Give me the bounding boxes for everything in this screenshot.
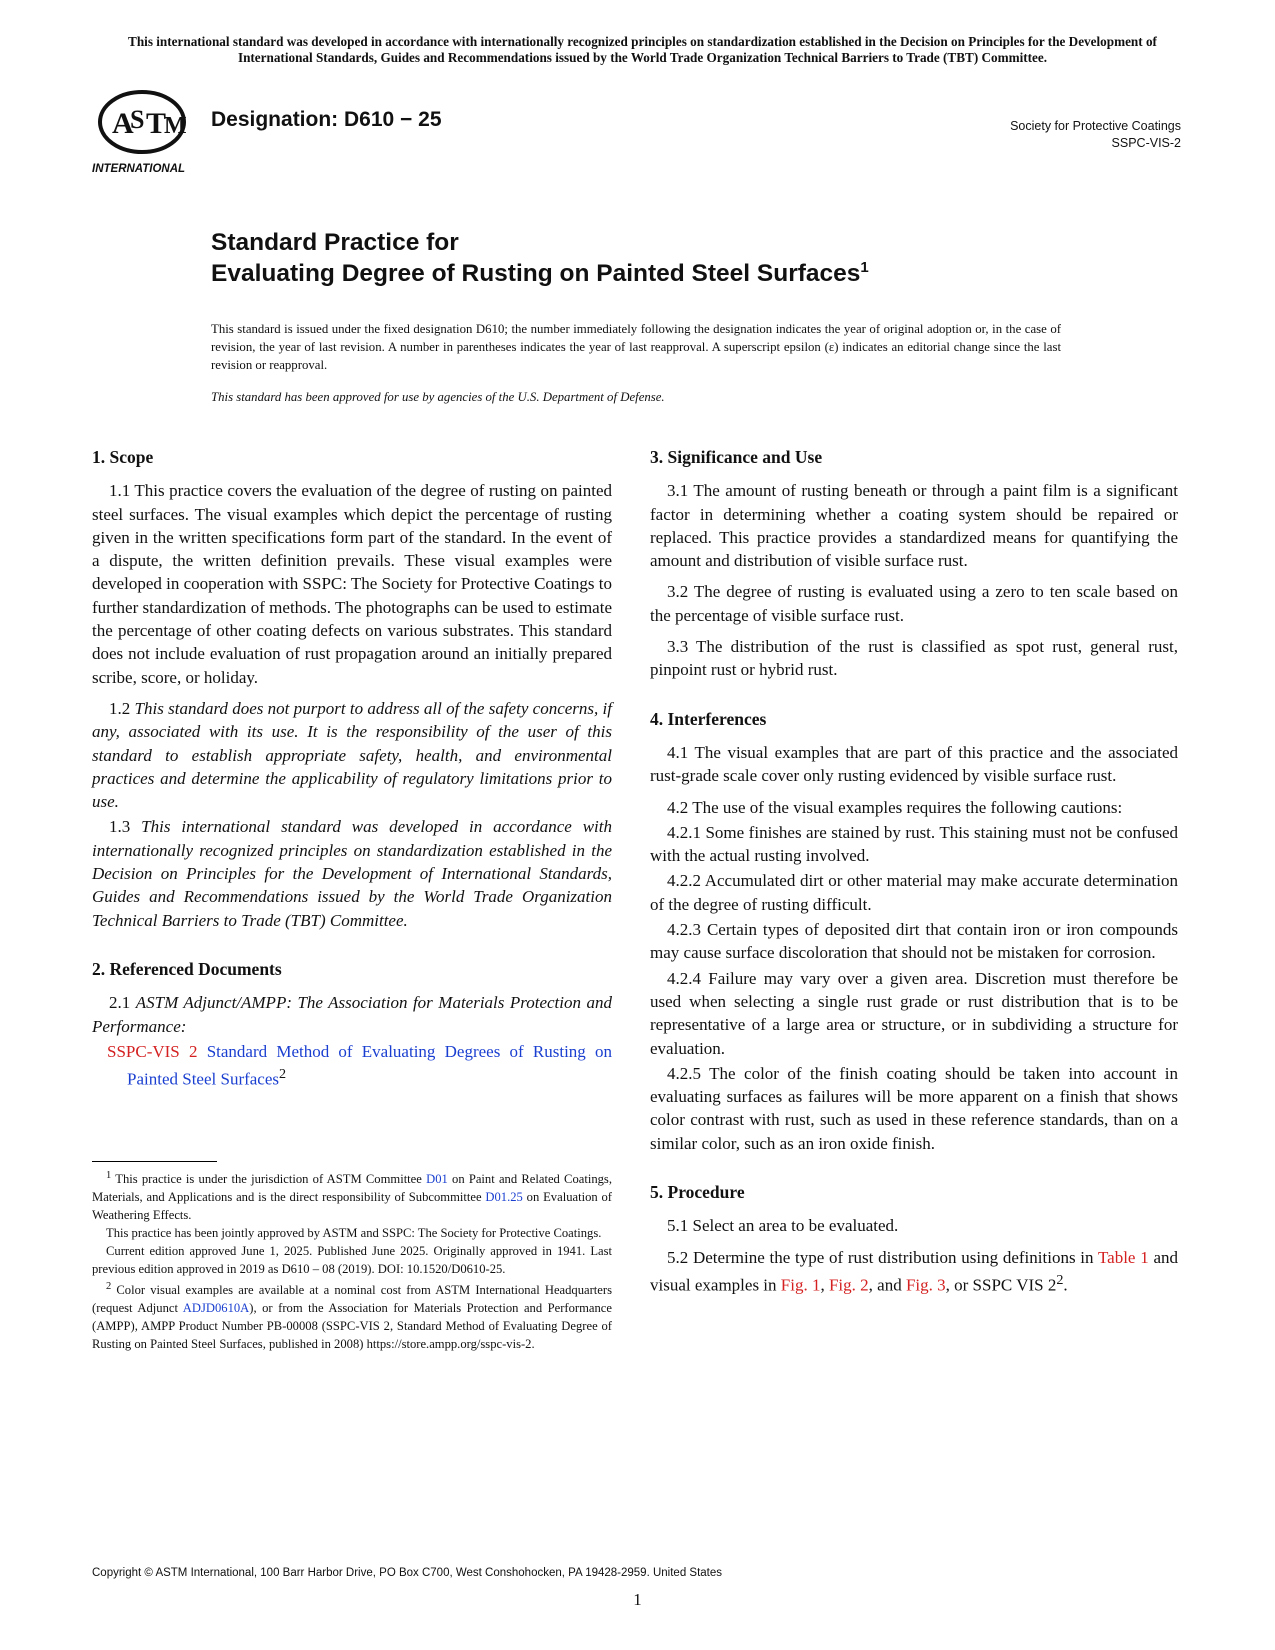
subcommittee-d01-25-link[interactable]: D01.25 (485, 1190, 523, 1205)
svg-text:M: M (164, 113, 187, 139)
section-significance-heading: 3. Significance and Use (650, 447, 823, 467)
section-procedure-heading: 5. Procedure (650, 1182, 745, 1203)
interferences-para-4-2-2: 4.2.2 Accumulated dirt or other material may make accurate determination of the degree of rusting difficult. (650, 871, 1178, 914)
significance-para-3-3: 3.3 The distribution of the rust is classified as spot rust, general rust, pinpoint rust or hybrid rust. (650, 637, 1178, 680)
left-column (92, 446, 612, 1099)
reference-footnote-mark[interactable]: 2 (279, 1066, 287, 1083)
section-interferences-heading: 4. Interferences (650, 708, 767, 729)
reference-sspc-vis-2 (92, 1040, 612, 1091)
logo-international-text: INTERNATIONAL (92, 163, 186, 175)
adjunct-link[interactable]: ADJD0610A (182, 1301, 250, 1316)
svg-text:A: A (112, 107, 134, 140)
society-code: SSPC-VIS-2 (1111, 136, 1181, 150)
interferences-para-4-2-4: 4.2.4 Failure may vary over a given area. Discretion must therefore be used when selecting a single rust grade or rust distribution that is to be representative of a large area or structure, or in subdividing a structure for evaluation. (650, 968, 1178, 1058)
refdocs-para-2-1: 2.1 ASTM Adjunct/AMPP: The Association for Materials Protection and Performance: (92, 993, 612, 1036)
astm-logo (90, 86, 200, 176)
significance-para-3-1: 3.1 The amount of rusting beneath or through a paint film is a significant factor in determining whether a coating system should be repaired or replaced. This practice provides a standardized means for quantifying the amount and distribution of visible surface rust. (650, 481, 1178, 571)
title-line-1: Standard Practice for (211, 229, 459, 256)
top-notice: This international standard was developed in accordance with internationally recognized principles on standardization established in the Decision on Principles for the Development of International Standards, Guides and Recommendations issued by the World Trade Organization Technical Barriers to Trade (TBT) Committee. (128, 34, 1157, 65)
right-column (650, 446, 1178, 1305)
footnote-1-edition: Current edition approved June 1, 2025. Published June 2025. Originally approved in 1941. Last previous edition approved in 2019 as D610 – 08 (2019). DOI: 10.1520/D0610-25. (92, 1244, 612, 1277)
committee-d01-link[interactable]: D01 (426, 1172, 448, 1187)
designation: Designation: D610 − 25 (211, 108, 442, 131)
reference-code-link[interactable]: SSPC-VIS 2 (107, 1041, 198, 1061)
fig-1-link[interactable]: Fig. 1 (780, 1275, 821, 1295)
reference-title-link[interactable]: Standard Method of Evaluating Degrees of Rusting on Painted Steel Surfaces (127, 1041, 613, 1089)
significance-para-3-2: 3.2 The degree of rusting is evaluated using a zero to ten scale based on the percentage of visible surface rust. (650, 582, 1178, 625)
interferences-para-4-2-5: 4.2.5 The color of the finish coating should be taken into account in evaluating surfaces as failures will be more apparent on a finish that shows color contrast with rust, such as used in these reference standards, than on a similar color, such as an iron oxide finish. (650, 1063, 1178, 1153)
footnotes (92, 1167, 612, 1353)
interferences-para-4-2-1: 4.2.1 Some finishes are stained by rust. This staining must not be confused with the actual rusting involved. (650, 822, 1178, 866)
page-number: 1 (633, 1590, 642, 1609)
procedure-para-5-1: 5.1 Select an area to be evaluated. (667, 1216, 899, 1236)
title-line-2 (211, 259, 869, 288)
dod-note: This standard has been approved for use by agencies of the U.S. Department of Defense. (211, 390, 665, 404)
society-name: Society for Protective Coatings (1010, 119, 1181, 133)
footnote-1: $^1$ This practice is under the jurisdiction of ASTM Committee D01 on Paint and Related Coatings, Materials, and Applications and is the direct responsibility of Subcommittee D01.25 on Evaluation of Weathering Effects. (92, 1170, 613, 1223)
section-scope-heading: 1. Scope (92, 447, 154, 467)
interferences-para-4-1: 4.1 The visual examples that are part of this practice and the associated rust-grade scale cover only rusting evidenced by visible surface rust. (650, 742, 1178, 786)
footnote-rule (92, 1161, 217, 1162)
svg-text:S: S (130, 105, 145, 134)
scope-para-1-1: 1.1 This practice covers the evaluation of the degree of rusting on painted steel surfaces. The visual examples which depict the percentage of rusting given in the written specifications form part of the standard. In the event of a dispute, the written definition prevails. These visual examples were developed in cooperation with SSPC: The Society for Protective Coatings to further standardization of methods. The photographs can be used to estimate the percentage of other coating defects on various substrates. This standard does not include evaluation of rust propagation around an initially prepared scribe, score, or holiday. (92, 481, 613, 687)
interferences-para-4-2: 4.2 The use of the visual examples requires the following cautions: (667, 797, 1123, 817)
title-footnote-mark[interactable]: 1 (860, 259, 869, 276)
footnote-2: $^2$ Color visual examples are available at a nominal cost from ASTM International Headquarters (request Adjunct ADJD0610A), or from the Association for Materials Protection and Performance (AMPP), AMPP Product Number PB-00008 (SSPC-VIS 2, Standard Method of Evaluating Degree of Rusting on Painted Steel Surfaces, published in 2008) https://store.ampp.org/sspc-vis-2. (92, 1281, 612, 1352)
footnote-1-approval: This practice has been jointly approved by ASTM and SSPC: The Society for Protective Coatings. (106, 1226, 602, 1241)
fig-2-link[interactable]: Fig. 2 (828, 1275, 869, 1295)
title-text: Evaluating Degree of Rusting on Painted Steel Surfaces (211, 260, 861, 288)
scope-para-1-2: 1.2 This standard does not purport to address all of the safety concerns, if any, associated with its use. It is the responsibility of the user of this standard to establish appropriate safety, health, and environmental practices and determine the applicability of regulatory limitations prior to use. (92, 698, 612, 812)
svg-text:T: T (146, 107, 167, 140)
table-1-link[interactable]: Table 1 (1097, 1247, 1149, 1267)
scope-para-1-3: 1.3 This international standard was developed in accordance with internationally recognized principles on standardization established in the Decision on Principles for the Development of International Standards, Guides and Recommendations issued by the World Trade Organization Technical Barriers to Trade (TBT) Committee. (92, 817, 612, 930)
section-refdocs-heading: 2. Referenced Documents (92, 958, 282, 979)
issued-note: This standard is issued under the fixed designation D610; the number immediately following the designation indicates the year of original adoption or, in the case of revision, the year of last revision. A number in parentheses indicates the year of last reapproval. A superscript epsilon (ε) indicates an editorial change since the last revision or reapproval. (211, 322, 1061, 372)
copyright-line: Copyright © ASTM International, 100 Barr Harbor Drive, PO Box C700, West Conshohocken, PA 19428-2959. United States (92, 1567, 723, 1579)
society-block (1010, 118, 1181, 152)
procedure-para-5-2: 5.2 Determine the type of rust distribution using definitions in Table 1 and visual examples in Fig. 1, Fig. 2, and Fig. 3, or SSPC VIS $2^2$. (650, 1247, 1179, 1295)
fig-3-link[interactable]: Fig. 3 (905, 1275, 946, 1295)
interferences-para-4-2-3: 4.2.3 Certain types of deposited dirt that contain iron or iron compounds may cause surface discoloration that should not be mistaken for corrosion. (650, 920, 1178, 963)
